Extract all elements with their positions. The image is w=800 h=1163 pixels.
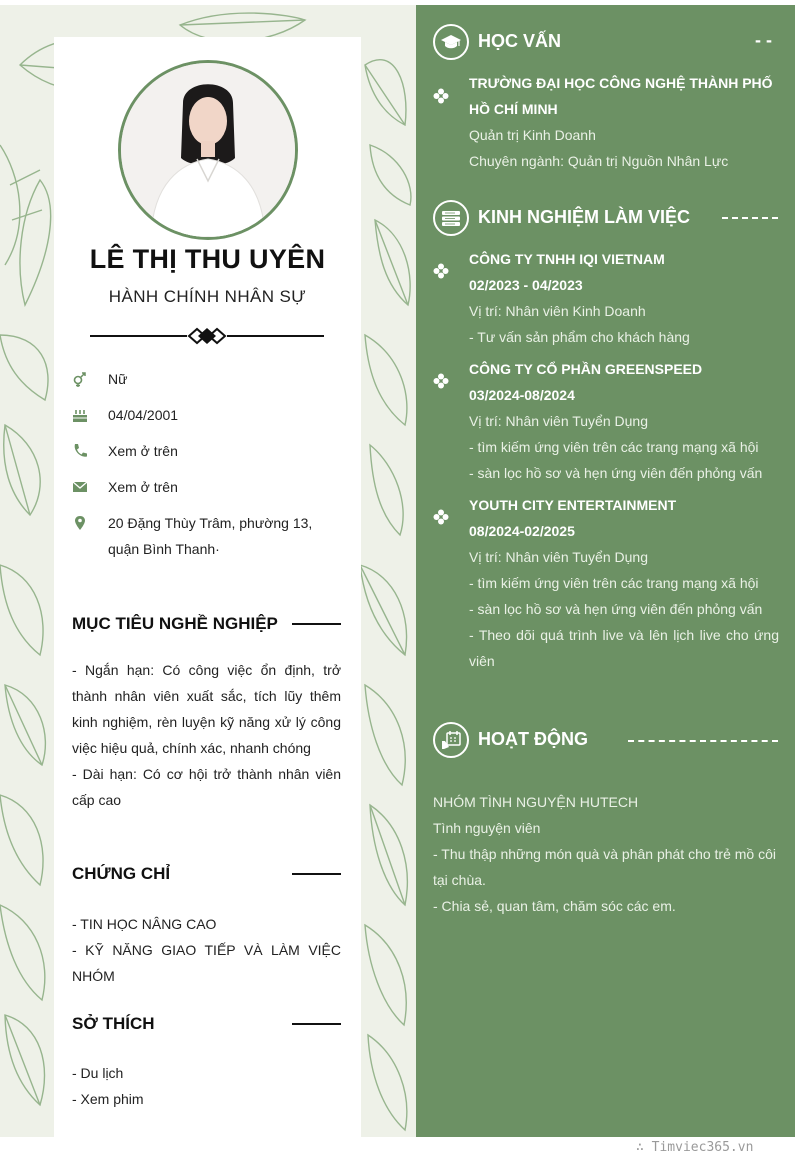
activity-role: Tình nguyện viên <box>433 820 541 836</box>
education-dashes: - - <box>755 30 772 50</box>
gender-value: Nữ <box>108 371 128 387</box>
experience-circle <box>433 200 469 236</box>
flower-bullet-icon <box>433 263 449 279</box>
certificate-item: - KỸ NĂNG GIAO TIẾP VÀ LÀM VIỆC NHÓM <box>72 942 341 984</box>
job-position: Vị trí: Nhân viên Kinh Doanh <box>469 303 646 319</box>
objective-text <box>72 657 341 813</box>
job-company: CÔNG TY TNHH IQI VIETNAM <box>469 251 665 267</box>
activity-entry <box>433 789 778 919</box>
certificate-item: - TIN HỌC NÂNG CAO <box>72 916 217 932</box>
certificates-title: CHỨNG CHỈ <box>72 864 171 883</box>
birthday-cake-icon <box>72 407 88 423</box>
diamond-divider-icon <box>90 326 324 346</box>
hobbies-title-line <box>292 1023 341 1025</box>
activities-dashes <box>628 740 778 742</box>
email-value: Xem ở trên <box>108 479 178 495</box>
experience-dashes <box>722 217 778 219</box>
address-line-1: 20 Đặng Thùy Trâm, phường 13, <box>108 515 313 531</box>
activity-org: NHÓM TÌNH NGUYỆN HUTECH <box>433 794 639 810</box>
gender-icon <box>72 371 88 387</box>
objective-title: MỤC TIÊU NGHỀ NGHIỆP <box>72 614 278 633</box>
objective-title-line <box>292 623 341 625</box>
flower-bullet-icon <box>433 509 449 525</box>
objective-long-term: - Dài hạn: Có cơ hội trở thành nhân viên cấp cao <box>72 766 341 808</box>
hobbies-list <box>72 1060 341 1112</box>
certificates-list <box>72 911 341 989</box>
education-title: HỌC VẤN <box>478 31 562 51</box>
job-task: - Theo dõi quá trình live và lên lịch live cho ứng viên <box>469 627 779 669</box>
job-period: 02/2023 - 04/2023 <box>469 277 583 293</box>
phone-value: Xem ở trên <box>108 443 178 459</box>
job-period: 08/2024-02/2025 <box>469 523 575 539</box>
job-task: - Tư vấn sản phẩm cho khách hàng <box>469 329 690 345</box>
job-title: HÀNH CHÍNH NHÂN SỰ <box>108 287 307 306</box>
job-task: - tìm kiếm ứng viên trên các trang mạng xã hội <box>469 575 759 591</box>
hobby-item: - Du lịch <box>72 1065 124 1081</box>
flower-bullet-icon <box>433 373 449 389</box>
certificates-title-line <box>292 873 341 875</box>
address-value <box>108 510 348 562</box>
dots-icon: ∴ <box>636 1140 652 1155</box>
flower-bullet-icon <box>433 88 449 104</box>
stacked-books-icon <box>441 208 461 228</box>
location-pin-icon <box>72 515 88 531</box>
job-task: - sàn lọc hồ sơ và hẹn ứng viên đến phỏng vấn <box>469 465 763 481</box>
hobby-item: - Xem phim <box>72 1091 144 1107</box>
graduation-cap-icon <box>441 32 461 52</box>
address-line-2: quận Bình Thanh· <box>108 541 220 557</box>
education-major: Chuyên ngành: Quản trị Nguồn Nhân Lực <box>469 153 729 169</box>
address-row <box>72 510 342 562</box>
job-task: - sàn lọc hồ sơ và hẹn ứng viên đến phỏng vấn <box>469 601 763 617</box>
activity-desc: - Chia sẻ, quan tâm, chăm sóc các em. <box>433 898 676 914</box>
email-icon <box>72 479 88 495</box>
birthday-value: 04/04/2001 <box>108 407 179 423</box>
education-entry <box>469 70 779 174</box>
job-position: Vị trí: Nhân viên Tuyển Dụng <box>469 413 648 429</box>
education-circle <box>433 24 469 60</box>
job-task: - tìm kiếm ứng viên trên các trang mạng xã hội <box>469 439 759 455</box>
full-name: LÊ THỊ THU UYÊN <box>89 244 326 274</box>
job-position: Vị trí: Nhân viên Tuyển Dụng <box>469 549 648 565</box>
calendar-hand-icon <box>441 730 461 750</box>
job-entry <box>469 356 779 486</box>
experience-title: KINH NGHIỆM LÀM VIỆC <box>478 207 691 227</box>
job-entry <box>469 246 779 350</box>
job-company: CÔNG TY CỔ PHẦN GREENSPEED <box>469 361 703 377</box>
footer-brand <box>636 1140 753 1155</box>
school-name: TRƯỜNG ĐẠI HỌC CÔNG NGHỆ THÀNH PHỐ HỒ CHÍ MINH <box>469 75 773 117</box>
activities-title: HOẠT ĐỘNG <box>478 729 588 749</box>
objective-short-term: - Ngắn hạn: Có công việc ổn định, trở thành nhân viên xuất sắc, tích lũy thêm kinh nghiệm, rèn luyện kỹ năng xử lý công việc hiệu quả, chính xác, nhanh chóng <box>72 662 341 756</box>
job-company: YOUTH CITY ENTERTAINMENT <box>469 497 677 513</box>
activities-circle <box>433 722 469 758</box>
hobbies-title: SỞ THÍCH <box>72 1014 155 1033</box>
job-period: 03/2024-08/2024 <box>469 387 575 403</box>
job-entry <box>469 492 779 674</box>
education-header <box>433 24 778 60</box>
phone-icon <box>72 443 88 459</box>
activity-desc: - Thu thập những món quà và phân phát cho trẻ mồ côi tại chùa. <box>433 846 776 888</box>
brand-text: Timviec365.vn <box>651 1140 754 1155</box>
education-field: Quản trị Kinh Doanh <box>469 127 596 143</box>
person-photo-icon <box>121 63 295 237</box>
avatar <box>118 60 298 240</box>
